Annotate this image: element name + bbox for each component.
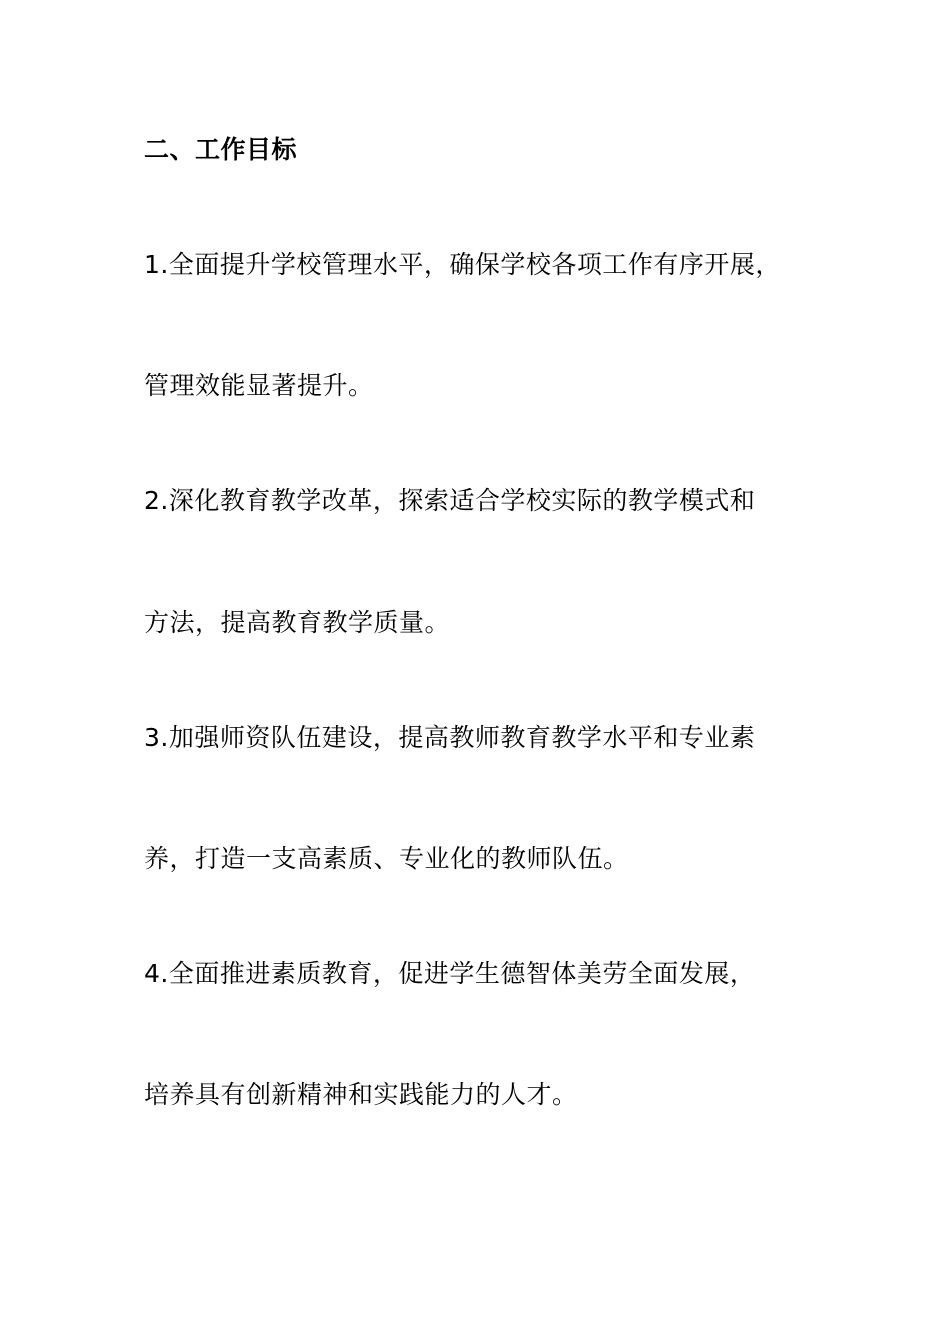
paragraph-line: 3.加强师资队伍建设，提高教师教育教学水平和专业素 [144, 723, 756, 752]
paragraph-line: 养，打造一支高素质、专业化的教师队伍。 [144, 844, 629, 873]
paragraph-line: 方法，提高教育教学质量。 [144, 608, 451, 637]
paragraph-line: 2.深化教育教学改革，探索适合学校实际的教学模式和 [144, 486, 756, 515]
paragraph-line: 4.全面推进素质教育，促进学生德智体美劳全面发展， [144, 959, 756, 988]
paragraph-line: 1.全面提升学校管理水平，确保学校各项工作有序开展， [144, 250, 781, 279]
paragraph-line: 培养具有创新精神和实践能力的人才。 [144, 1080, 578, 1109]
section-heading: 二、工作目标 [144, 135, 298, 164]
paragraph-line: 管理效能显著提升。 [144, 371, 374, 400]
